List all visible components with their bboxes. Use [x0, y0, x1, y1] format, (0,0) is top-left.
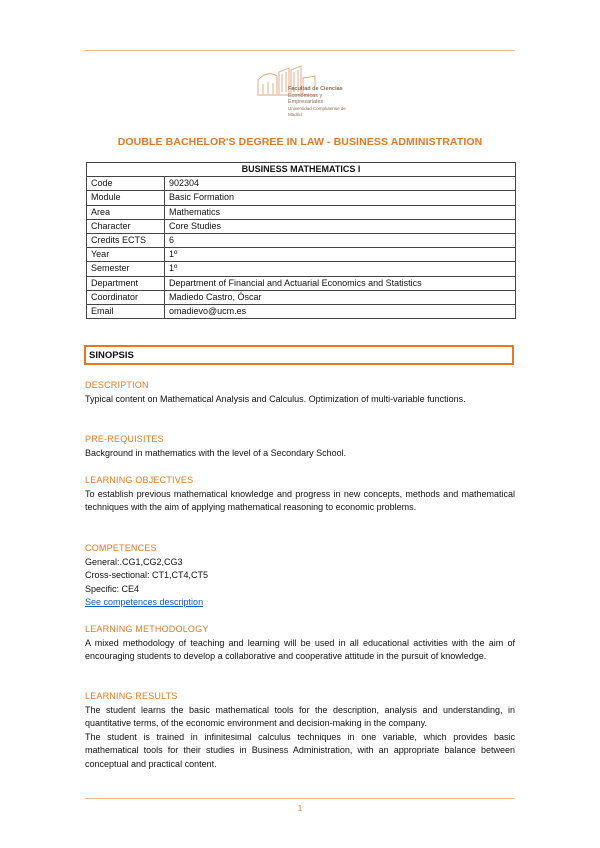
course-info-table: [86, 162, 516, 319]
table-row: Year 1º: [87, 248, 516, 262]
description-section: [85, 379, 515, 406]
cross-sectional-competences: Cross-sectional: CT1,CT4,CT5: [85, 570, 209, 580]
logo-caption: Facultad de Ciencias Económicas y Empresariales Universidad Complutense de Madrid: [288, 86, 346, 117]
specific-competences: Specific: CE4: [85, 583, 140, 594]
table-row: Module Basic Formation: [87, 191, 516, 205]
section-title: PRE-REQUISITES: [85, 434, 164, 444]
table-row: Area Mathematics: [87, 205, 516, 219]
table-row: Semester 1º: [87, 262, 516, 276]
results-section: [85, 690, 515, 771]
competences-section: [85, 542, 515, 610]
page-number: 1: [297, 804, 303, 813]
general-competences: General:.CG1,CG2,CG3: [85, 556, 183, 567]
sinopsis-header: SINOPSIS: [84, 345, 514, 365]
table-row: Email omadievo@ucm.es: [87, 304, 516, 318]
section-title: DESCRIPTION: [85, 380, 149, 390]
section-title: LEARNING RESULTS: [85, 691, 178, 701]
section-text: To establish previous mathematical knowledge and progress in new concepts, methods and mathematical techniques with the aim of applying mathematical reasoning to economic problems.: [85, 488, 515, 512]
course-table-heading: BUSINESS MATHEMATICS I: [87, 163, 516, 177]
table-row: Coordinator Madiedo Castro, Óscar: [87, 290, 516, 304]
section-title: LEARNING OBJECTIVES: [85, 475, 194, 485]
section-title: LEARNING METHODOLOGY: [85, 624, 209, 634]
section-title: COMPETENCES: [85, 543, 157, 553]
section-text: Typical content on Mathematical Analysis and Calculus. Optimization of multi-variable functions.: [85, 393, 466, 404]
section-text: The student learns the basic mathematical tools for the description, analysis and understanding, in quantitative terms, of the economic environment and decision-making in the company.: [85, 704, 515, 728]
section-text: A mixed methodology of teaching and learning will be used in all educational activities with the aim of encouraging students to develop a collaborative and cooperative attitude in the pursuit of knowledge.: [85, 637, 515, 661]
table-row: Credits ECTS 6: [87, 233, 516, 247]
section-text: Background in mathematics with the level of a Secondary School.: [85, 447, 347, 458]
table-row: Code 902304: [87, 177, 516, 191]
header-rule: [85, 50, 515, 51]
email-value: omadievo@ucm.es: [165, 304, 516, 318]
objectives-section: [85, 474, 515, 515]
prerequisites-section: [85, 433, 515, 460]
footer-rule: [85, 798, 515, 799]
table-row: Department Department of Financial and Actuarial Economics and Statistics: [87, 276, 516, 290]
competences-link[interactable]: See competences description: [85, 597, 204, 607]
methodology-section: [85, 623, 515, 664]
document-title: DOUBLE BACHELOR'S DEGREE IN LAW - BUSINESS ADMINISTRATION: [117, 136, 483, 148]
section-text: The student is trained in infinitesimal calculus techniques in one variable, which provides basic mathematical tools for their studies in Business Administration, with an appropriate balance between conceptual and practical content.: [85, 731, 515, 769]
table-row: Character Core Studies: [87, 219, 516, 233]
